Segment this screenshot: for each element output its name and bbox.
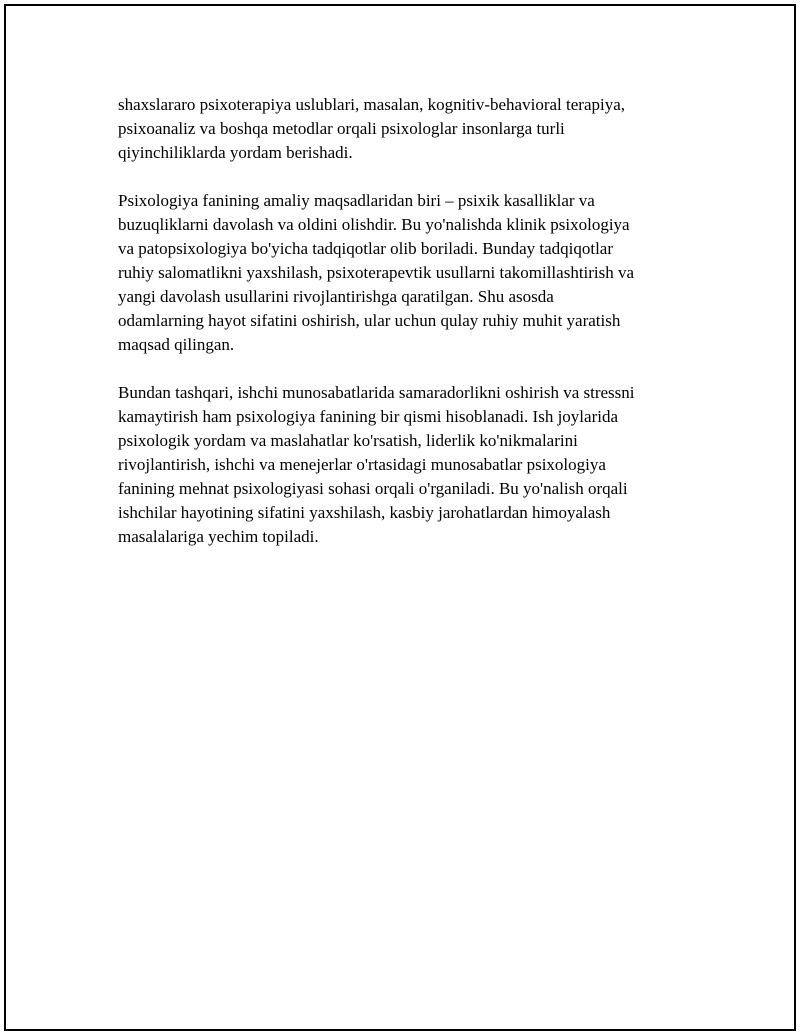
text-line: ruhiy salomatlikni yaxshilash, psixoterapevtik usullarni takomillashtirish va	[118, 263, 635, 282]
text-line: Psixologiya fanining amaliy maqsadlaridan biri – psixik kasalliklar va	[118, 191, 595, 210]
document-body	[118, 93, 698, 573]
text-line: odamlarning hayot sifatini oshirish, ular uchun qulay ruhiy muhit yaratish	[118, 311, 621, 330]
text-line: psixologik yordam va maslahatlar ko'rsatish, liderlik ko'nikmalarini	[118, 431, 578, 450]
text-line: maqsad qilingan.	[118, 335, 235, 354]
text-line: buzuqliklarni davolash va oldini olishdir. Bu yo'nalishda klinik psixologiya	[118, 215, 630, 234]
text-line: yangi davolash usullarini rivojlantirishga qaratilgan. Shu asosda	[118, 287, 554, 306]
text-line: va patopsixologiya bo'yicha tadqiqotlar olib boriladi. Bunday tadqiqotlar	[118, 239, 614, 258]
paragraph	[118, 189, 698, 357]
text-line: shaxslararo psixoterapiya uslublari, masalan, kognitiv-behavioral terapiya,	[118, 95, 626, 114]
text-line: masalalariga yechim topiladi.	[118, 527, 319, 546]
text-line: rivojlantirish, ishchi va menejerlar o'rtasidagi munosabatlar psixologiya	[118, 455, 606, 474]
paragraph	[118, 93, 698, 165]
text-line: psixoanaliz va boshqa metodlar orqali psixologlar insonlarga turli	[118, 119, 565, 138]
text-line: ishchilar hayotining sifatini yaxshilash, kasbiy jarohatlardan himoyalash	[118, 503, 611, 522]
text-line: kamaytirish ham psixologiya fanining bir qismi hisoblanadi. Ish joylarida	[118, 407, 619, 426]
text-line: Bundan tashqari, ishchi munosabatlarida samaradorlikni oshirish va stressni	[118, 383, 635, 402]
text-line: qiyinchiliklarda yordam berishadi.	[118, 143, 353, 162]
text-line: fanining mehnat psixologiyasi sohasi orqali o'rganiladi. Bu yo'nalish orqali	[118, 479, 628, 498]
paragraph	[118, 381, 698, 549]
